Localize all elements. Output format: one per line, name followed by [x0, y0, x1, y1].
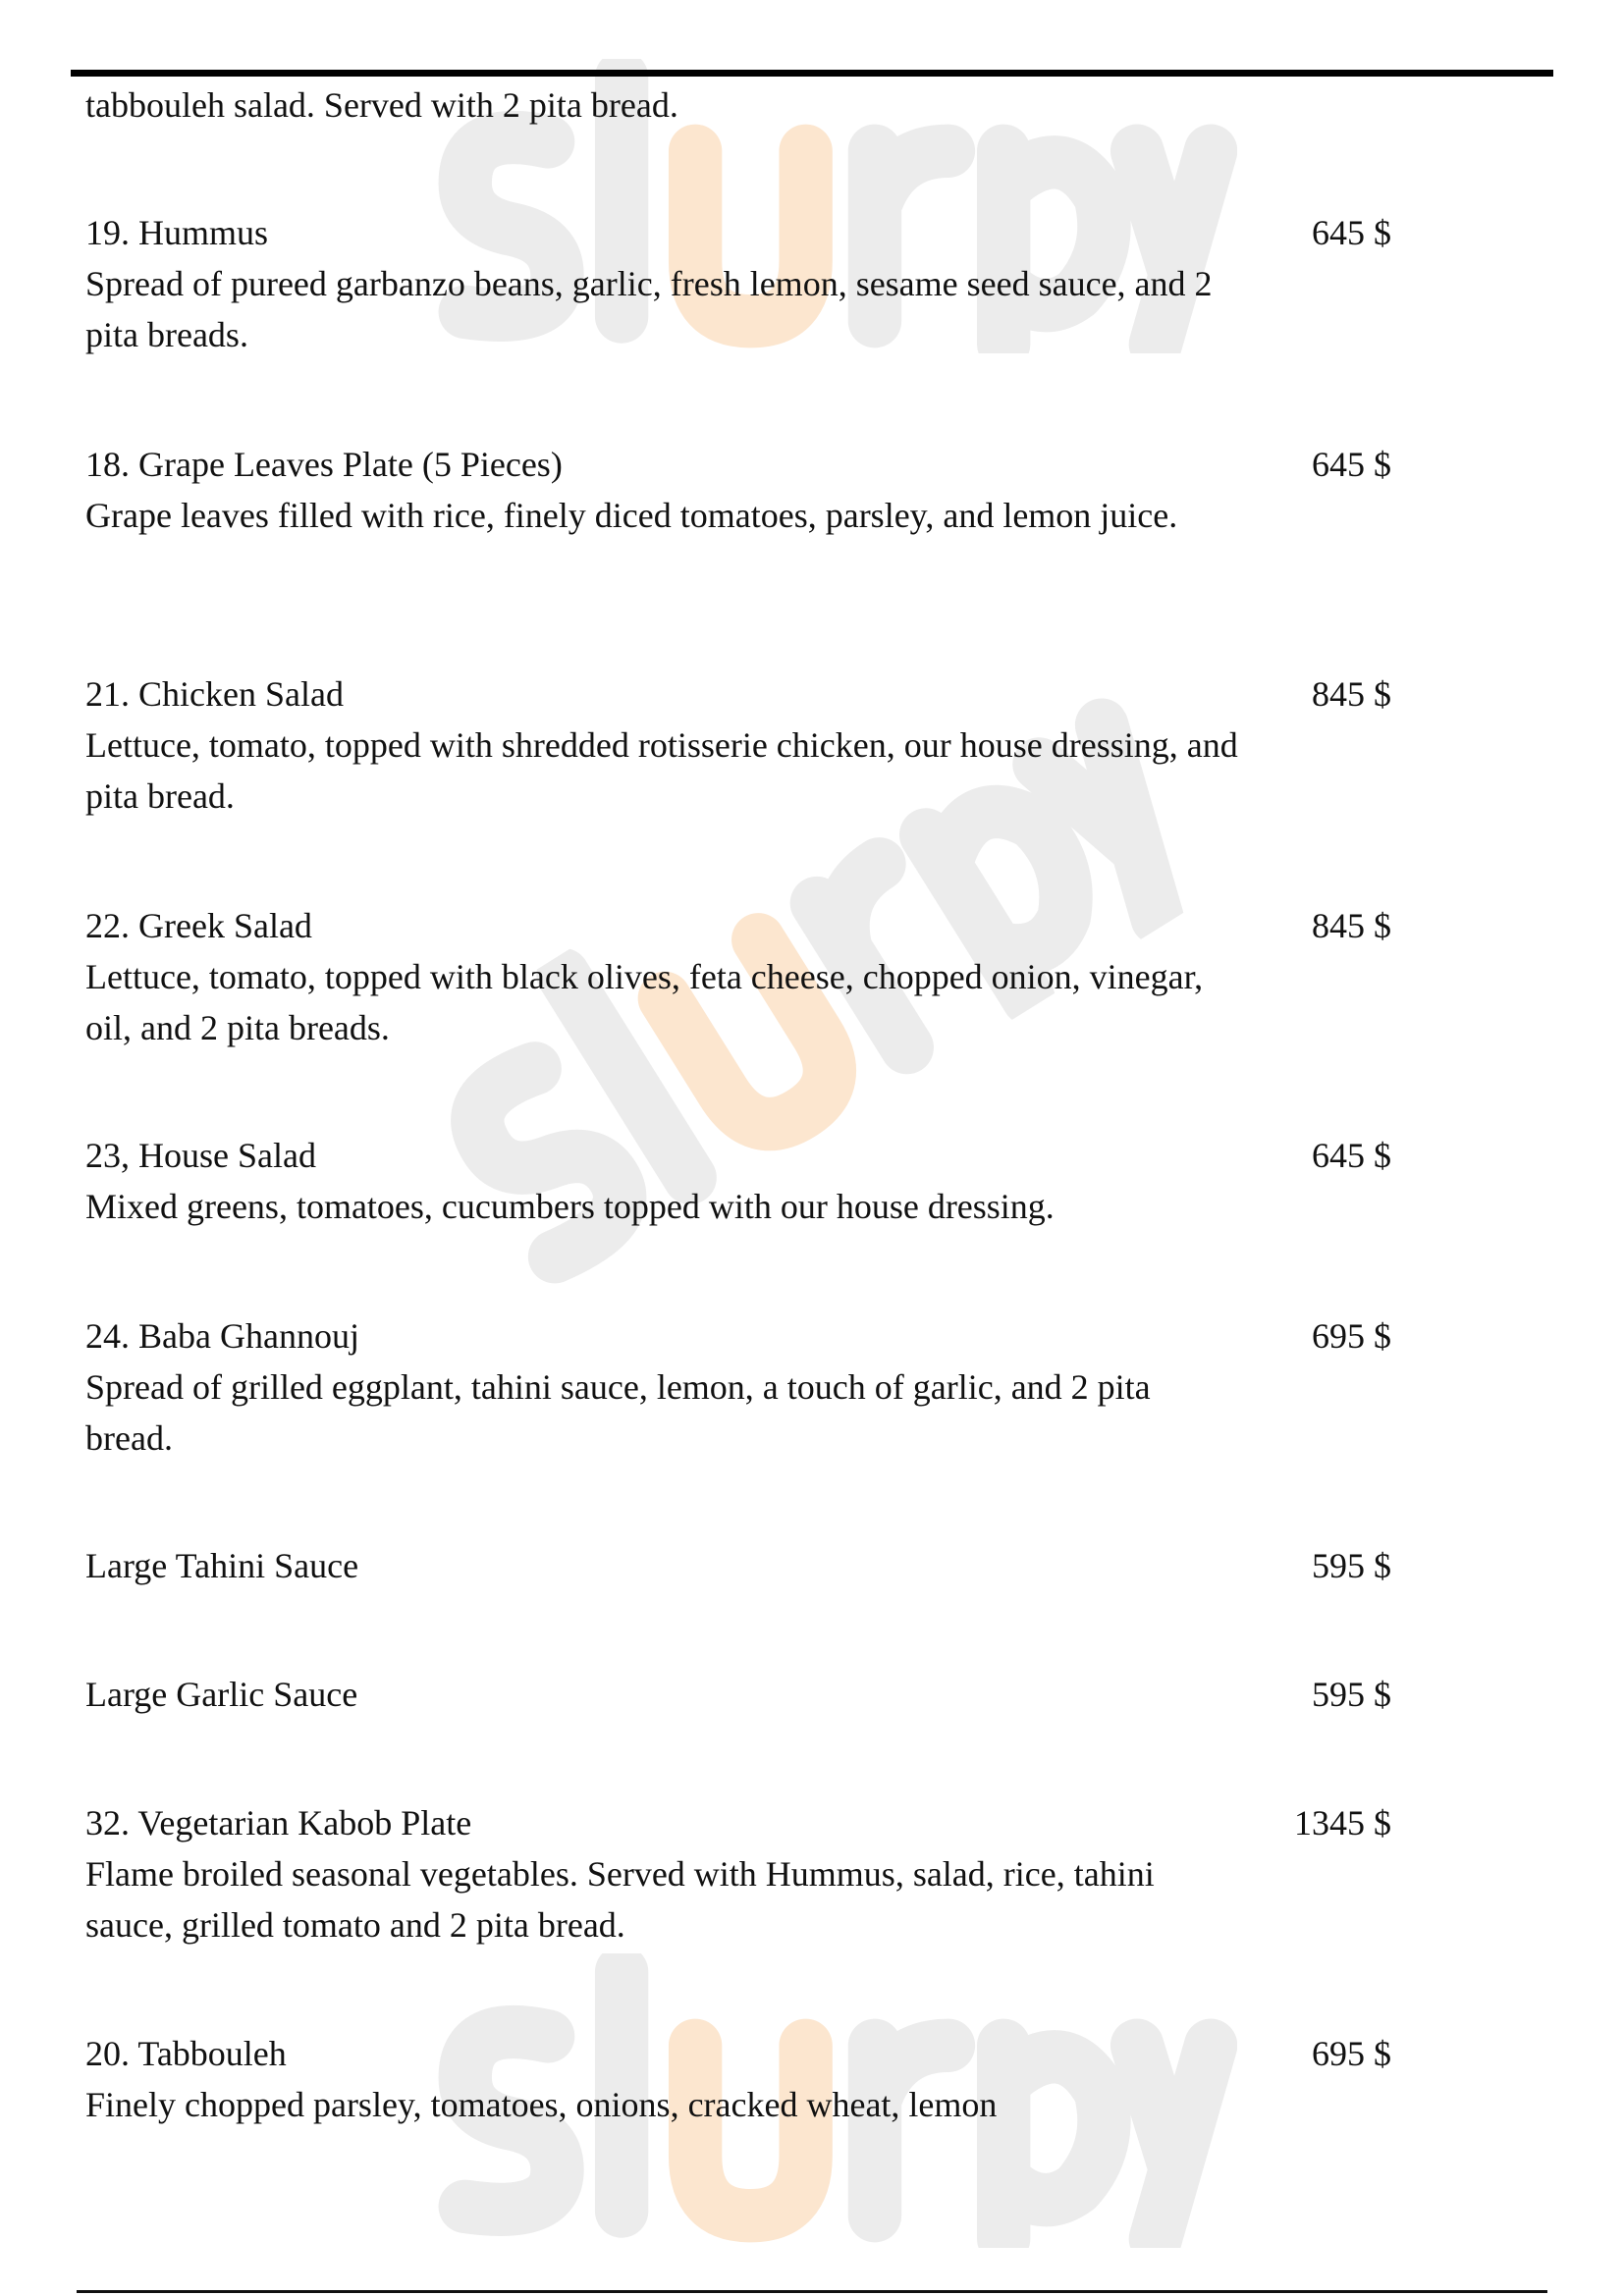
item-description: Lettuce, tomato, topped with black olives, feta cheese, chopped onion, vinegar, oil, and 2 pita breads. — [85, 957, 1204, 1047]
menu-item — [85, 1130, 1391, 1232]
item-description: Finely chopped parsley, tomatoes, onions, cracked wheat, lemon — [85, 2085, 998, 2124]
menu-item — [85, 900, 1391, 1053]
item-title: 23, House Salad — [85, 1136, 316, 1175]
continued-description: tabbouleh salad. Served with 2 pita bread. — [85, 85, 678, 125]
item-price: 595 $ — [1312, 1675, 1391, 1714]
item-title: 22. Greek Salad — [85, 906, 312, 945]
item-price: 645 $ — [1312, 1136, 1391, 1175]
item-description: Mixed greens, tomatoes, cucumbers topped with our house dressing. — [85, 1187, 1055, 1226]
menu-item — [85, 1669, 1391, 1720]
menu-item — [85, 439, 1391, 541]
menu-item — [85, 2028, 1391, 2130]
item-description: Flame broiled seasonal vegetables. Served with Hummus, salad, rice, tahini sauce, grilled tomato and 2 pita bread. — [85, 1854, 1155, 1945]
item-title: 32. Vegetarian Kabob Plate — [85, 1803, 472, 1842]
top-rule — [71, 70, 1553, 77]
item-price: 645 $ — [1312, 445, 1391, 484]
menu-item — [85, 1310, 1391, 1464]
item-description: Lettuce, tomato, topped with shredded rotisserie chicken, our house dressing, and pita bread. — [85, 725, 1238, 816]
item-price: 695 $ — [1312, 2034, 1391, 2073]
menu-item — [85, 1797, 1391, 1950]
menu-item — [85, 668, 1391, 822]
item-price: 695 $ — [1312, 1316, 1391, 1356]
item-title: 21. Chicken Salad — [85, 674, 344, 714]
item-price: 1345 $ — [1294, 1803, 1391, 1842]
item-price: 645 $ — [1312, 213, 1391, 252]
bottom-rule — [77, 2290, 1547, 2293]
item-description: Spread of grilled eggplant, tahini sauce, lemon, a touch of garlic, and 2 pita bread. — [85, 1367, 1151, 1458]
item-description: Spread of pureed garbanzo beans, garlic, fresh lemon, sesame seed sauce, and 2 pita breads. — [85, 264, 1213, 354]
item-price: 845 $ — [1312, 674, 1391, 714]
item-description: Grape leaves filled with rice, finely diced tomatoes, parsley, and lemon juice. — [85, 496, 1178, 535]
item-title: Large Tahini Sauce — [85, 1546, 359, 1585]
item-title: 24. Baba Ghannouj — [85, 1316, 359, 1356]
item-title: Large Garlic Sauce — [85, 1675, 358, 1714]
item-price: 595 $ — [1312, 1546, 1391, 1585]
menu-item — [85, 1540, 1391, 1591]
menu-item — [85, 207, 1391, 360]
item-title: 20. Tabbouleh — [85, 2034, 287, 2073]
item-price: 845 $ — [1312, 906, 1391, 945]
item-title: 18. Grape Leaves Plate (5 Pieces) — [85, 445, 563, 484]
item-title: 19. Hummus — [85, 213, 269, 252]
